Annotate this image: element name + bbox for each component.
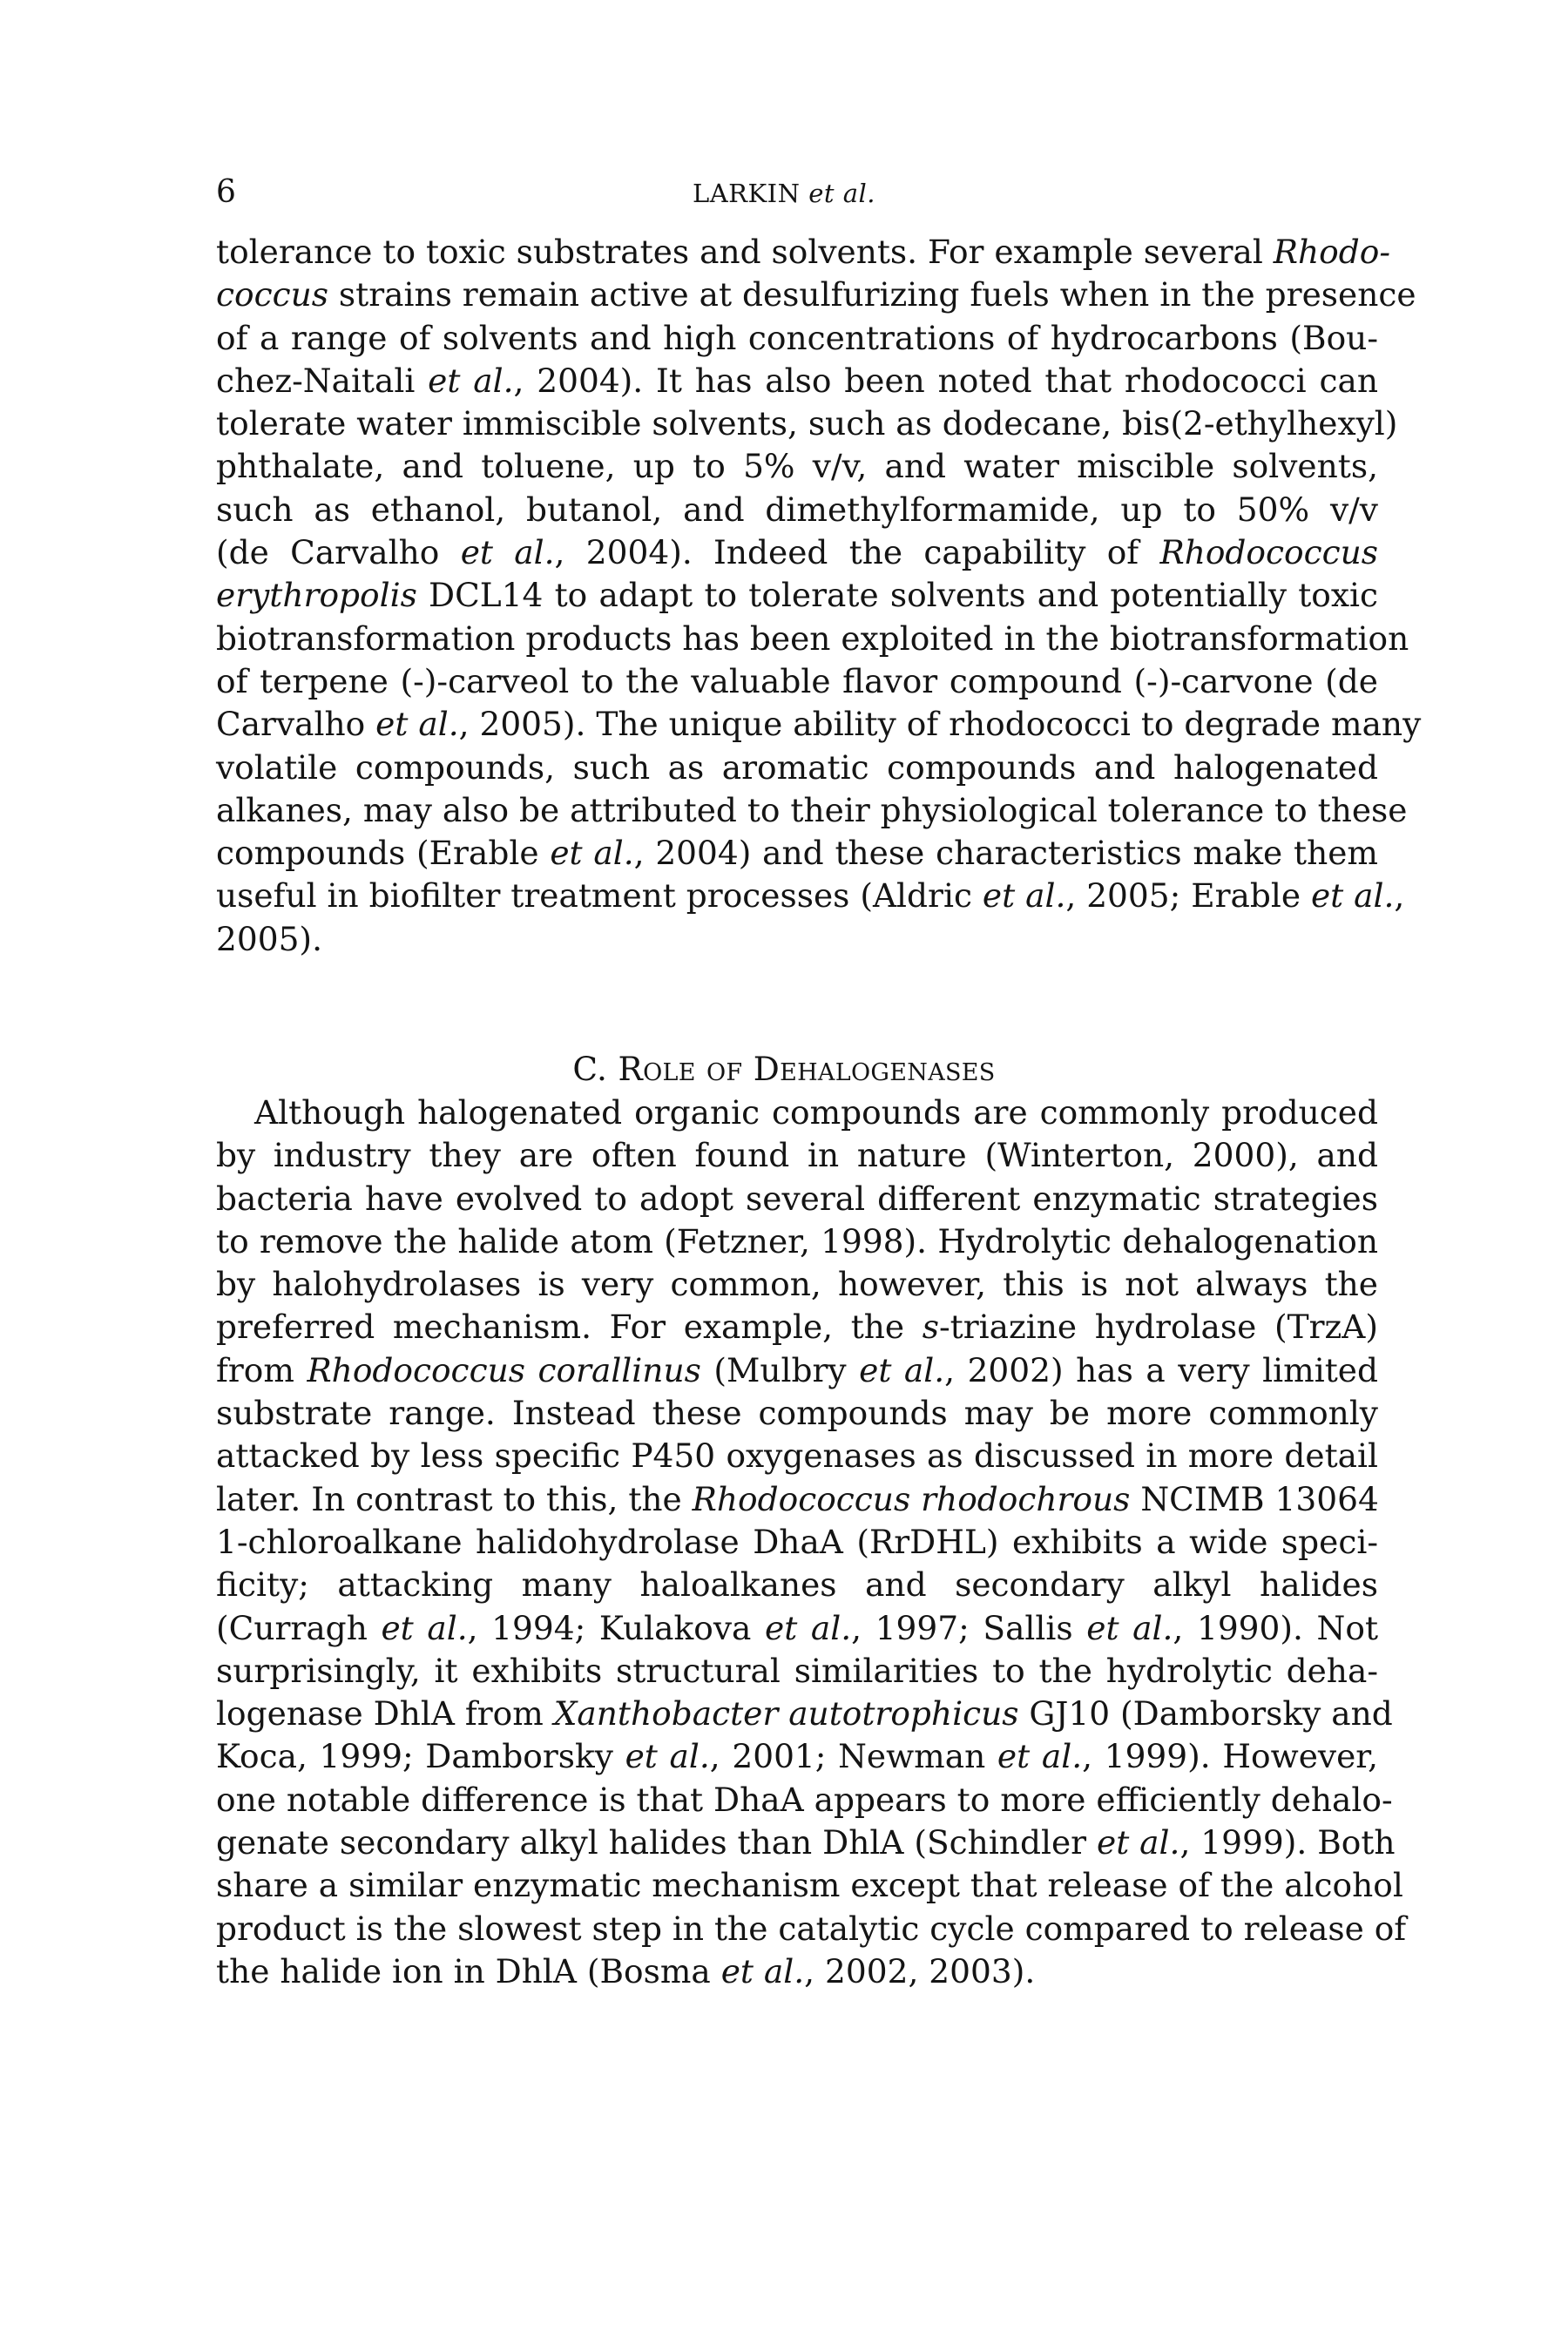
- running-head: [0, 171, 1568, 214]
- text-line: (de Carvalho et al., 2004). Indeed the capability of Rhodococcus: [216, 533, 1378, 572]
- text-line: tolerance to toxic substrates and solvents. For example several Rhodo-: [216, 233, 1391, 271]
- text-line: substrate range. Instead these compounds may be more commonly: [216, 1394, 1378, 1433]
- text-line: by industry they are often found in nature (Winterton, 2000), and: [216, 1136, 1378, 1175]
- text-line: compounds (Erable et al., 2004) and these characteristics make them: [216, 834, 1378, 873]
- text-line: chez-Naitali et al., 2004). It has also been noted that rhodococci can: [216, 361, 1378, 400]
- text-line: later. In contrast to this, the Rhodococcus rhodochrous NCIMB 13064: [216, 1479, 1379, 1518]
- text-line: biotransformation products has been exploited in the biotransformation: [216, 618, 1409, 658]
- section-label: C.: [572, 1050, 608, 1088]
- text-line: phthalate, and toluene, up to 5% v/v, and water miscible solvents,: [216, 447, 1378, 486]
- heading-word-of: OF: [706, 1059, 743, 1086]
- text-line: erythropolis DCL14 to adapt to tolerate solvents and potentially toxic: [216, 576, 1378, 615]
- running-title-suffix: et al.: [808, 179, 876, 208]
- text-line: surprisingly, it exhibits structural similarities to the hydrolytic deha-: [216, 1651, 1378, 1690]
- running-title: [0, 174, 1568, 213]
- text-line: coccus strains remain active at desulfurizing fuels when in the presence: [216, 275, 1416, 314]
- text-line: Although halogenated organic compounds are commonly produced: [254, 1093, 1378, 1132]
- text-line: Koca, 1999; Damborsky et al., 2001; Newman et al., 1999). However,: [216, 1737, 1379, 1776]
- section-heading: [0, 1048, 1568, 1094]
- text-line: by halohydrolases is very common, however, this is not always the: [216, 1265, 1378, 1304]
- text-line: such as ethanol, butanol, and dimethylformamide, up to 50% v/v: [216, 490, 1378, 529]
- text-line: Carvalho et al., 2005). The unique ability of rhodococci to degrade many: [216, 705, 1422, 744]
- text-line: ficity; attacking many haloalkanes and secondary alkyl halides: [216, 1565, 1378, 1605]
- text-line: logenase DhlA from Xanthobacter autotrophicus GJ10 (Damborsky and: [216, 1694, 1393, 1734]
- text-line: 2005).: [216, 919, 322, 958]
- text-line: product is the slowest step in the catalytic cycle compared to release of: [216, 1909, 1407, 1948]
- text-line: of terpene (-)-carveol to the valuable flavor compound (-)-carvone (de: [216, 661, 1378, 700]
- text-line: to remove the halide atom (Fetzner, 1998). Hydrolytic dehalogenation: [216, 1221, 1378, 1260]
- text-line: of a range of solvents and high concentrations of hydrocarbons (Bou-: [216, 318, 1378, 357]
- heading-word-role: ROLE: [618, 1050, 696, 1088]
- heading-word-dehalogenases: DEHALOGENASES: [753, 1050, 996, 1088]
- text-line: useful in biofilter treatment processes (Aldric et al., 2005; Erable et al.,: [216, 876, 1405, 916]
- text-line: bacteria have evolved to adopt several different enzymatic strategies: [216, 1179, 1378, 1218]
- text-line: genate secondary alkyl halides than DhlA (Schindler et al., 1999). Both: [216, 1823, 1396, 1862]
- running-title-author: LARKIN: [692, 179, 801, 208]
- text-line: (Curragh et al., 1994; Kulakova et al., 1997; Sallis et al., 1990). Not: [216, 1608, 1379, 1647]
- page-number: 6: [216, 174, 236, 210]
- paragraph-tolerance: [216, 231, 1422, 961]
- paragraph-dehalogenases: [216, 1092, 1407, 1993]
- text-line: attacked by less specific P450 oxygenases as discussed in more detail: [216, 1436, 1378, 1476]
- text-line: volatile compounds, such as aromatic compounds and halogenated: [216, 747, 1378, 787]
- text-line: tolerate water immiscible solvents, such as dodecane, bis(2-ethylhexyl): [216, 404, 1398, 443]
- text-line: one notable difference is that DhaA appears to more efficiently dehalo-: [216, 1780, 1393, 1819]
- text-line: preferred mechanism. For example, the s-triazine hydrolase (TrzA): [216, 1308, 1379, 1347]
- text-line: share a similar enzymatic mechanism except that release of the alcohol: [216, 1866, 1403, 1905]
- text-line: 1-chloroalkane halidohydrolase DhaA (RrDHL) exhibits a wide speci-: [216, 1522, 1378, 1561]
- text-line: alkanes, may also be attributed to their physiological tolerance to these: [216, 790, 1408, 829]
- text-line: the halide ion in DhlA (Bosma et al., 2002, 2003).: [216, 1951, 1036, 1990]
- text-line: from Rhodococcus corallinus (Mulbry et al., 2002) has a very limited: [216, 1350, 1378, 1389]
